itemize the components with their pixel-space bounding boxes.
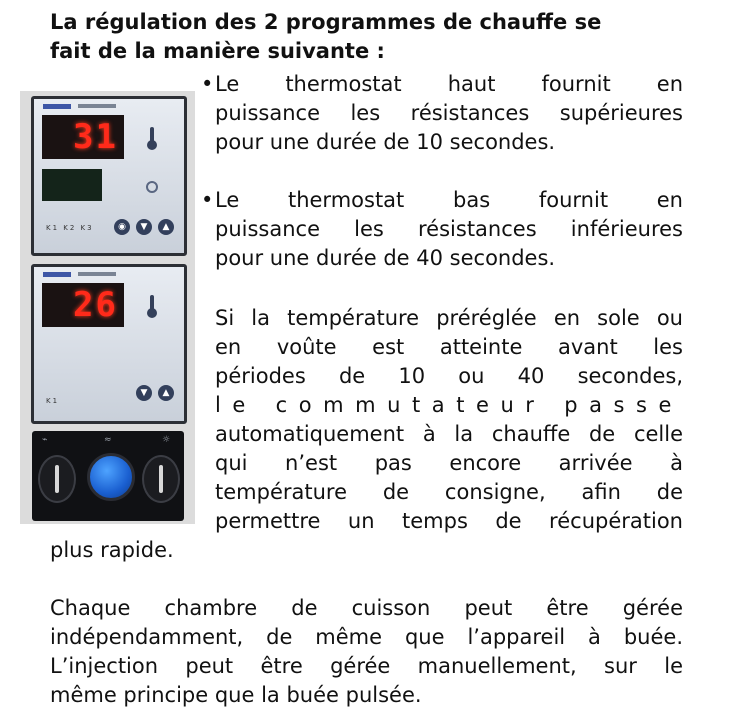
paragraph-line: automatiquement à la chauffe de celle [215, 422, 683, 446]
bullet-icon: • [201, 188, 214, 212]
paragraph-line: indépendamment, de même que l’appareil à buée. [50, 625, 683, 649]
led-labels: K1 [46, 397, 60, 405]
bullet-line: Le thermostat bas fournit en [215, 188, 683, 212]
bullet-icon: • [201, 72, 214, 96]
paragraph-line: même principe que la buée pulsée. [50, 683, 422, 707]
title-line: fait de la manière suivante : [50, 39, 385, 63]
bullet-line: pour une durée de 10 secondes. [215, 130, 556, 154]
paragraph-line: périodes de 10 ou 40 secondes, [215, 364, 683, 388]
bullet-item [201, 186, 683, 215]
heat-symbol-icon: ⌁ [42, 435, 48, 445]
paragraph-line: permettre un temps de récupération [215, 509, 683, 533]
power-icon [146, 181, 158, 193]
power-button-icon: ◉ [114, 219, 130, 235]
page-title [50, 8, 700, 66]
bullet-line: puissance les résistances supérieures [215, 101, 683, 125]
thermometer-icon [150, 295, 154, 313]
paragraph-line: Si la température préréglée en sole ou [215, 306, 683, 330]
thermostat-top [31, 96, 187, 256]
brand-logo [43, 272, 71, 277]
left-knob [38, 455, 76, 503]
blue-push-button [87, 453, 135, 501]
title-line: La régulation des 2 programmes de chauffe se [50, 10, 602, 34]
secondary-display [42, 169, 102, 201]
paragraph-line: en voûte est atteinte avant les [215, 335, 683, 359]
paragraph-line: plus rapide. [50, 538, 174, 562]
bullet-line: puissance les résistances inférieures [215, 217, 683, 241]
right-knob [142, 455, 180, 503]
temperature-display: 31 [42, 115, 124, 159]
control-panel-photo [20, 91, 195, 524]
paragraph-line: le commutateur passe [215, 393, 683, 417]
up-arrow-icon: ▲ [158, 219, 174, 235]
down-arrow-icon: ▼ [136, 219, 152, 235]
control-base [32, 431, 184, 521]
paragraph-line: L’injection peut être gérée manuellement, sur le [50, 654, 683, 678]
down-arrow-icon: ▼ [136, 385, 152, 401]
thermometer-icon [150, 127, 154, 145]
up-arrow-icon: ▲ [158, 385, 174, 401]
bullet-line: pour une durée de 40 secondes. [215, 246, 556, 270]
bullet-line: Le thermostat haut fournit en [215, 72, 683, 96]
paragraph-line: qui n’est pas encore arrivée à [215, 451, 683, 475]
temperature-display: 26 [42, 283, 124, 327]
paragraph-line: Chaque chambre de cuisson peut être gérée [50, 596, 683, 620]
steam-symbol-icon: ≈ [104, 435, 112, 445]
paragraph-line: température de consigne, afin de [215, 480, 683, 504]
brand-logo [43, 104, 71, 109]
light-symbol-icon: ☼ [162, 435, 171, 445]
bullet-item [201, 70, 683, 99]
led-labels: K1 K2 K3 [46, 224, 94, 232]
thermostat-bottom [31, 264, 187, 424]
